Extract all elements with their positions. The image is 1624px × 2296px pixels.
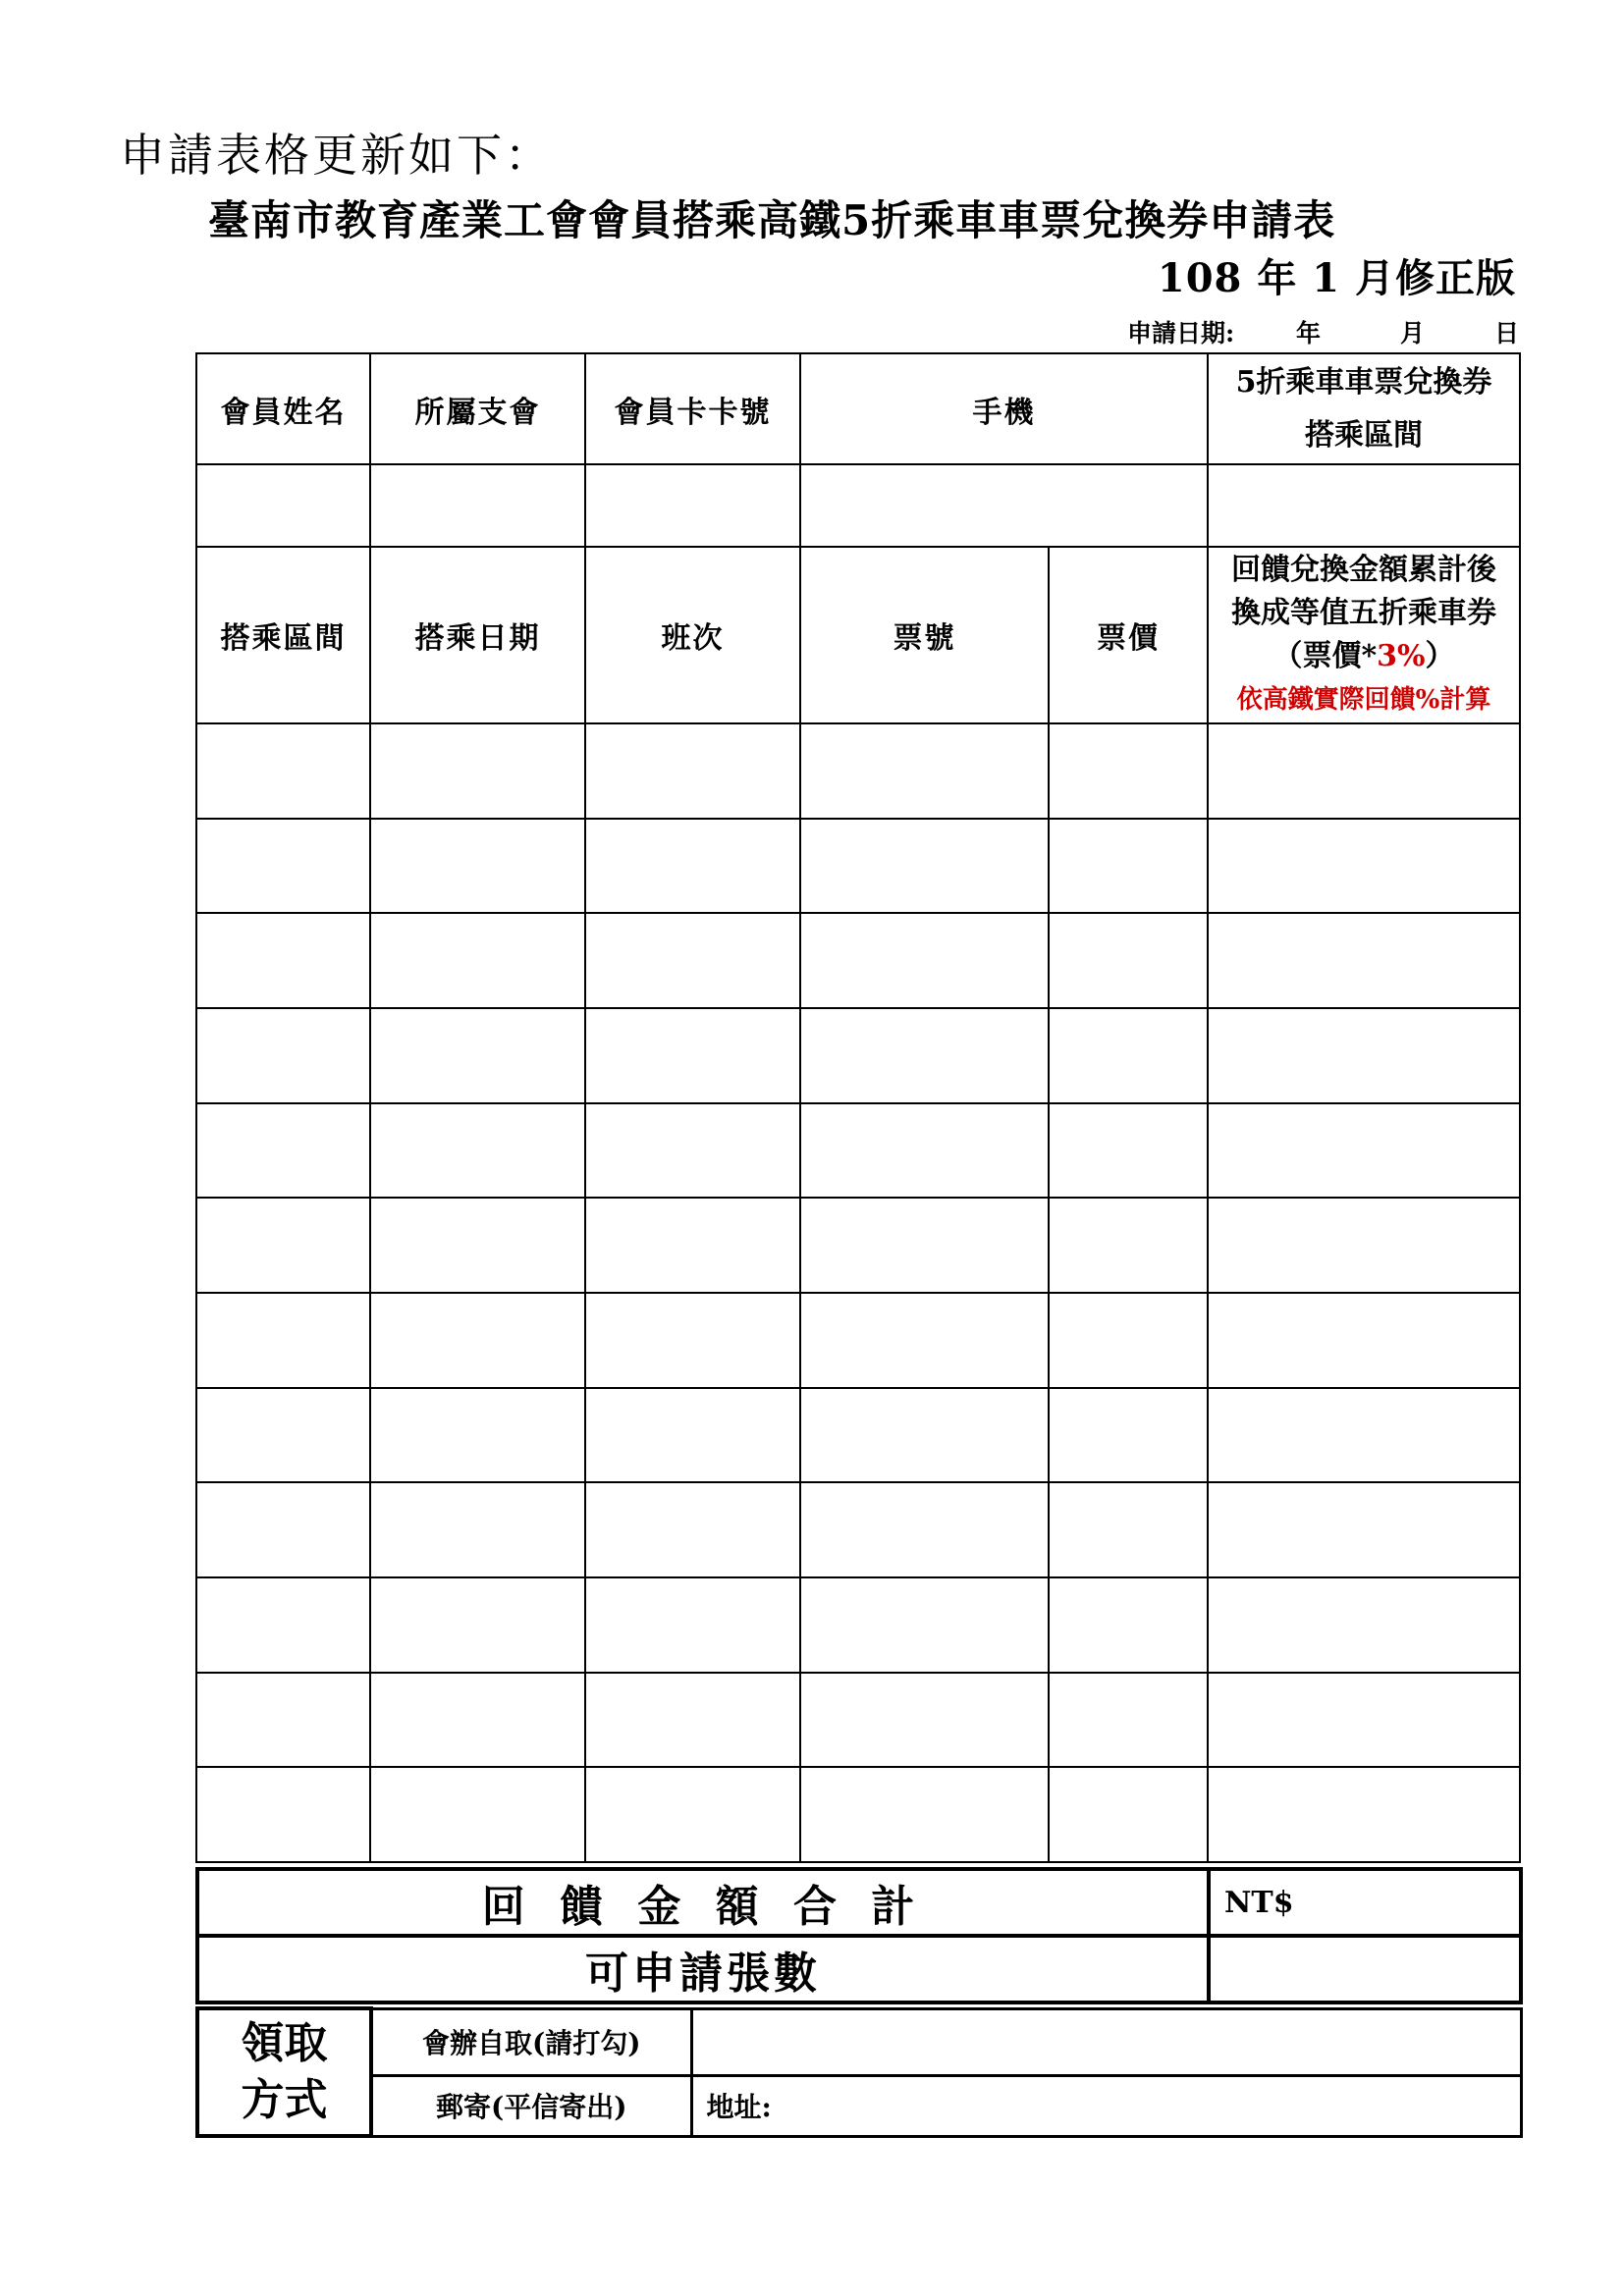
travel-date-cell[interactable] xyxy=(370,819,585,914)
ticket-row xyxy=(196,1103,1520,1199)
pickup-row-mail xyxy=(197,2075,1521,2136)
count-row xyxy=(197,1936,1521,2002)
train-number-cell[interactable] xyxy=(585,1577,800,1673)
train-number-cell[interactable] xyxy=(585,723,800,819)
ticket-row xyxy=(196,819,1520,914)
card-number-cell[interactable] xyxy=(585,464,800,547)
ticket-row xyxy=(196,913,1520,1008)
header-mobile: 手機 xyxy=(800,353,1208,464)
train-number-cell[interactable] xyxy=(585,1482,800,1577)
travel-date-cell[interactable] xyxy=(370,723,585,819)
train-number-cell[interactable] xyxy=(585,1198,800,1293)
route-cell[interactable] xyxy=(196,723,370,819)
total-value[interactable]: NT$ xyxy=(1209,1869,1521,1936)
ticket-number-cell[interactable] xyxy=(800,1198,1049,1293)
route-cell[interactable] xyxy=(196,1388,370,1483)
header-member-name: 會員姓名 xyxy=(196,353,370,464)
rebate-cell[interactable] xyxy=(1208,723,1520,819)
voucher-section-cell[interactable] xyxy=(1208,464,1520,547)
header-rebate xyxy=(1208,547,1520,723)
header-route: 搭乘區間 xyxy=(196,547,370,723)
route-cell[interactable] xyxy=(196,1577,370,1673)
route-cell[interactable] xyxy=(196,1103,370,1199)
ticket-number-cell[interactable] xyxy=(800,1103,1049,1199)
train-number-cell[interactable] xyxy=(585,913,800,1008)
travel-date-cell[interactable] xyxy=(370,913,585,1008)
fare-cell[interactable] xyxy=(1049,1198,1208,1293)
form-title: 臺南市教育產業工會會員搭乘高鐵5折乘車車票兌換券申請表 xyxy=(208,196,1336,244)
train-number-cell[interactable] xyxy=(585,1673,800,1768)
total-label: 回 饋 金 額 合 計 xyxy=(197,1869,1209,1936)
count-value[interactable] xyxy=(1209,1936,1521,2002)
fare-cell[interactable] xyxy=(1049,1673,1208,1768)
train-number-cell[interactable] xyxy=(585,1293,800,1388)
ticket-number-cell[interactable] xyxy=(800,819,1049,914)
rebate-line3 xyxy=(1209,635,1519,678)
address-field[interactable]: 地址: xyxy=(691,2075,1521,2136)
total-row xyxy=(197,1869,1521,1936)
rebate-line2: 換成等值五折乘車券 xyxy=(1231,596,1496,630)
ticket-row xyxy=(196,1482,1520,1577)
ticket-number-cell[interactable] xyxy=(800,1482,1049,1577)
travel-date-cell[interactable] xyxy=(370,1388,585,1483)
ticket-number-cell[interactable] xyxy=(800,1673,1049,1768)
route-cell[interactable] xyxy=(196,1767,370,1862)
member-name-cell[interactable] xyxy=(196,464,370,547)
ticket-row xyxy=(196,1388,1520,1483)
branch-cell[interactable] xyxy=(370,464,585,547)
summary-table xyxy=(195,1867,1523,2004)
rebate-line3-open: （票價* xyxy=(1272,639,1378,673)
header-card-number: 會員卡卡號 xyxy=(585,353,800,464)
pickup-row-self xyxy=(197,2008,1521,2075)
member-input-row xyxy=(196,464,1520,547)
fare-cell[interactable] xyxy=(1049,913,1208,1008)
rebate-cell[interactable] xyxy=(1208,1577,1520,1673)
rebate-cell[interactable] xyxy=(1208,1198,1520,1293)
route-cell[interactable] xyxy=(196,819,370,914)
train-number-cell[interactable] xyxy=(585,1008,800,1103)
date-year: 年 xyxy=(1296,319,1322,347)
voucher-header-line1: 5折乘車車票兌換券 xyxy=(1235,364,1492,400)
rebate-cell[interactable] xyxy=(1208,1388,1520,1483)
ticket-row xyxy=(196,1767,1520,1862)
travel-date-cell[interactable] xyxy=(370,1767,585,1862)
travel-date-cell[interactable] xyxy=(370,1103,585,1199)
rebate-line1: 回饋兌換金額累計後 xyxy=(1231,553,1496,587)
travel-date-cell[interactable] xyxy=(370,1008,585,1103)
ticket-number-cell[interactable] xyxy=(800,723,1049,819)
ticket-header-row xyxy=(196,547,1520,723)
train-number-cell[interactable] xyxy=(585,1103,800,1199)
intro-text: 申請表格更新如下： xyxy=(120,129,553,182)
rebate-percent: 3% xyxy=(1377,639,1426,673)
ticket-number-cell[interactable] xyxy=(800,1388,1049,1483)
route-cell[interactable] xyxy=(196,1482,370,1577)
ticket-number-cell[interactable] xyxy=(800,913,1049,1008)
pickup-option-mail: 郵寄(平信寄出) xyxy=(371,2075,691,2136)
fare-cell[interactable] xyxy=(1049,1008,1208,1103)
pickup-self-checkbox-cell[interactable] xyxy=(691,2008,1521,2075)
fare-cell[interactable] xyxy=(1049,1388,1208,1483)
rebate-cell[interactable] xyxy=(1208,1103,1520,1199)
header-voucher-section xyxy=(1208,353,1520,464)
header-travel-date: 搭乘日期 xyxy=(370,547,585,723)
rebate-cell[interactable] xyxy=(1208,819,1520,914)
route-cell[interactable] xyxy=(196,913,370,1008)
fare-cell[interactable] xyxy=(1049,723,1208,819)
pickup-label-line1: 領取 xyxy=(241,2018,328,2068)
pickup-method-label xyxy=(197,2008,371,2136)
voucher-header-line2: 搭乘區間 xyxy=(1305,417,1423,453)
route-cell[interactable] xyxy=(196,1198,370,1293)
rebate-cell[interactable] xyxy=(1208,1767,1520,1862)
ticket-row xyxy=(196,1198,1520,1293)
route-cell[interactable] xyxy=(196,1293,370,1388)
ticket-number-cell[interactable] xyxy=(800,1293,1049,1388)
ticket-row xyxy=(196,723,1520,819)
ticket-number-cell[interactable] xyxy=(800,1767,1049,1862)
rebate-cell[interactable] xyxy=(1208,913,1520,1008)
rebate-cell[interactable] xyxy=(1208,1482,1520,1577)
mobile-cell[interactable] xyxy=(800,464,1208,547)
travel-date-cell[interactable] xyxy=(370,1293,585,1388)
date-day: 日 xyxy=(1494,319,1520,347)
rebate-line3-close: ） xyxy=(1425,639,1455,673)
fare-cell[interactable] xyxy=(1049,1577,1208,1673)
header-branch: 所屬支會 xyxy=(370,353,585,464)
rebate-note: 依高鐵實際回饋%計算 xyxy=(1236,685,1491,715)
fare-cell[interactable] xyxy=(1049,1767,1208,1862)
edition-label: 108 年 1 月修正版 xyxy=(1157,255,1516,301)
pickup-label-line2: 方式 xyxy=(241,2075,328,2125)
fare-cell[interactable] xyxy=(1049,1103,1208,1199)
ticket-row xyxy=(196,1008,1520,1103)
member-header-row xyxy=(196,353,1520,464)
travel-date-cell[interactable] xyxy=(370,1482,585,1577)
train-number-cell[interactable] xyxy=(585,1767,800,1862)
travel-date-cell[interactable] xyxy=(370,1673,585,1768)
train-number-cell[interactable] xyxy=(585,819,800,914)
ticket-rows xyxy=(196,723,1520,1862)
fare-cell[interactable] xyxy=(1049,1293,1208,1388)
rebate-cell[interactable] xyxy=(1208,1673,1520,1768)
count-label: 可申請張數 xyxy=(197,1936,1209,2002)
travel-date-cell[interactable] xyxy=(370,1577,585,1673)
rebate-cell[interactable] xyxy=(1208,1293,1520,1388)
ticket-row xyxy=(196,1673,1520,1768)
train-number-cell[interactable] xyxy=(585,1388,800,1483)
application-table xyxy=(195,352,1521,1863)
header-train-number: 班次 xyxy=(585,547,800,723)
header-ticket-number: 票號 xyxy=(800,547,1049,723)
fare-cell[interactable] xyxy=(1049,819,1208,914)
date-month: 月 xyxy=(1400,319,1426,347)
route-cell[interactable] xyxy=(196,1673,370,1768)
ticket-number-cell[interactable] xyxy=(800,1008,1049,1103)
pickup-option-self: 會辦自取(請打勾) xyxy=(371,2008,691,2075)
rebate-cell[interactable] xyxy=(1208,1008,1520,1103)
fare-cell[interactable] xyxy=(1049,1482,1208,1577)
travel-date-cell[interactable] xyxy=(370,1198,585,1293)
ticket-number-cell[interactable] xyxy=(800,1577,1049,1673)
ticket-row xyxy=(196,1577,1520,1673)
header-fare: 票價 xyxy=(1049,547,1208,723)
ticket-row xyxy=(196,1293,1520,1388)
route-cell[interactable] xyxy=(196,1008,370,1103)
date-label: 申請日期: xyxy=(1127,319,1235,347)
pickup-table xyxy=(195,2006,1523,2138)
